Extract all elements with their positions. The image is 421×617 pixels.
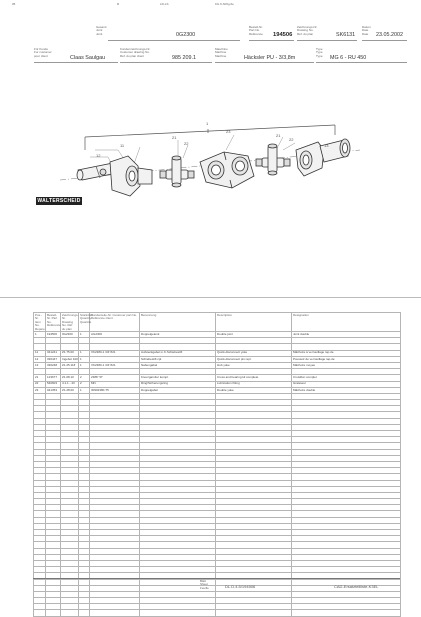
header-benennung: Benennung bbox=[140, 313, 216, 332]
cell-quantity bbox=[79, 610, 90, 616]
cell-quantity: 2 bbox=[79, 381, 90, 387]
cell-description: Quick-disconnect yoke bbox=[216, 350, 292, 356]
callout-21-right: 21 bbox=[276, 133, 281, 138]
cell-benennung: Schiebestift cpl. bbox=[140, 356, 216, 362]
table-header-row bbox=[34, 313, 401, 332]
cell-description: Cross and bearing kit complete bbox=[216, 375, 292, 381]
cell-benennung: Doppelgabel bbox=[140, 387, 216, 393]
header-customer-part-no: Kundenteile-Nr. Customer part No. Référence client bbox=[90, 313, 140, 332]
date-value: 23.05.2002 bbox=[376, 32, 403, 38]
part-no-value: 194506 bbox=[273, 32, 293, 38]
cell-designation: Mâchoire à verrouillage rap.de bbox=[292, 350, 401, 356]
cell-quantity: 1 bbox=[79, 350, 90, 356]
cell-item-no: 22 bbox=[34, 381, 46, 387]
cell-description: Double joint bbox=[216, 332, 292, 338]
cell-quantity: 2 bbox=[79, 375, 90, 381]
cell-drawing-no: Z1.75.00 bbox=[61, 350, 79, 356]
cell-benennung: Nabengabel bbox=[140, 362, 216, 368]
cell-benennung: Aufsteckgabel m.K.Schiebestift bbox=[140, 350, 216, 356]
cell-drawing-no: 4.1.1 - 43 bbox=[61, 381, 79, 387]
cell-designation: Mâchoire moyeu bbox=[292, 362, 401, 368]
cell-drawing-no: Z1.28.00 bbox=[61, 387, 79, 393]
cell-item-no: 23 bbox=[34, 387, 46, 393]
callout-21-left: 21 bbox=[172, 135, 177, 140]
machine-value: Häcksler PU - 3/3,8m bbox=[244, 55, 296, 61]
cell-description: Double yoke bbox=[216, 387, 292, 393]
footer-doc-name: CAD-Ersatzteilliste-K3EL bbox=[334, 584, 379, 589]
cell-customer-part-no: MN bbox=[90, 381, 140, 387]
callout-11: 11 bbox=[120, 143, 125, 148]
top-strip-item-2: R bbox=[117, 2, 120, 6]
cell-description bbox=[216, 610, 292, 616]
cell-designation: Graisseur bbox=[292, 381, 401, 387]
header-item-no: Pos.-Nr. Item No. Repère bbox=[35, 313, 45, 331]
header-part-no: Bestell-Nr. Part No. Référence bbox=[46, 313, 61, 332]
callout-22-left: 22 bbox=[184, 141, 189, 146]
callout-12: 12 bbox=[96, 153, 101, 158]
part-no-label: Bestell-Nr. Part No. Référence bbox=[249, 25, 263, 36]
top-strip-item-4: KG 6-NOlg.6e bbox=[215, 2, 234, 6]
cell-customer-part-no: VK2380-1 3/4"Z21 bbox=[90, 350, 140, 356]
footer-sheet-label: Blatt Sheet Feuille bbox=[200, 579, 209, 590]
cell-drawing-no: Ingebot 100 bbox=[62, 356, 78, 361]
cell-description: Hub yoke bbox=[216, 362, 292, 368]
callout-13: 13 bbox=[324, 143, 329, 148]
cell-benennung bbox=[140, 610, 216, 616]
cell-benennung: Ring/Sicherungsring bbox=[140, 381, 216, 387]
type-label: Type Type Type bbox=[316, 47, 323, 58]
customer-drawing-value: 985 209.1 bbox=[172, 55, 196, 61]
cell-item-no: 21 bbox=[34, 375, 46, 381]
cell-designation: Poussoir de verrouillage rap.de bbox=[292, 356, 401, 362]
callout-1: 1 bbox=[206, 121, 209, 126]
cell-part-no: 341241 bbox=[46, 350, 61, 356]
callout-23: 23 bbox=[226, 129, 231, 134]
type-value: MG 6 - RU 450 bbox=[330, 55, 367, 61]
cell-benennung: Doppelgelenk bbox=[140, 332, 216, 338]
cell-designation: Croisillon complet bbox=[292, 375, 401, 381]
cell-designation: Joint double bbox=[292, 332, 401, 338]
header-designation: Désignation bbox=[292, 313, 401, 332]
cell-customer-part-no: AG2300 bbox=[90, 332, 140, 338]
cell-drawing-no: Z1.08.10 bbox=[61, 375, 79, 381]
customer-drawing-label: Kundenzeichnungs-Nr. Customer drawing No. Réf. du plan client bbox=[120, 47, 151, 58]
cell-customer-part-no bbox=[90, 610, 140, 616]
walterscheid-logo: WALTERSCHEID bbox=[37, 198, 81, 204]
cell-item-no: 11 bbox=[34, 350, 46, 356]
customer-value: Claas Saulgau bbox=[70, 55, 106, 61]
joint-value: 0G2300 bbox=[176, 32, 196, 38]
drawing-no-label: Zeichnungs-Nr. Drawing No. Réf. du plan bbox=[297, 25, 318, 36]
machine-label: Maschine Machine Machine bbox=[215, 47, 228, 58]
cell-drawing-no: 0G2300 bbox=[61, 332, 79, 338]
cell-benennung: Kreuzgarnitur kompl. bbox=[140, 375, 216, 381]
cell-quantity: 1 bbox=[79, 387, 90, 393]
callout-22-right: 22 bbox=[289, 137, 294, 142]
cell-part-no: 123677 bbox=[46, 375, 61, 381]
cell-quantity: 1 bbox=[79, 356, 90, 362]
cell-drawing-no: Z1.25.11ff bbox=[61, 362, 79, 368]
header-drawing-no: Zeichnungs-Nr. Drawing No. Réf. du plan bbox=[62, 313, 79, 331]
footer-doc-code: DL.D.4.5/194506 bbox=[225, 584, 256, 589]
cell-quantity: 1 bbox=[79, 332, 90, 338]
header-description: Description bbox=[216, 313, 292, 332]
cell-item-no: 1 bbox=[34, 332, 46, 338]
cell-drawing-no bbox=[61, 610, 79, 616]
top-strip-item-1: 05 bbox=[12, 2, 16, 6]
cell-item-no bbox=[34, 610, 46, 616]
table-row bbox=[34, 610, 401, 616]
page-divider bbox=[0, 297, 421, 298]
header-quantity: Stückzahl Quantity Quantité bbox=[79, 313, 90, 332]
cell-part-no: 041353 bbox=[46, 387, 61, 393]
cell-item-no: 12 bbox=[34, 356, 46, 362]
cell-quantity: 1 bbox=[79, 362, 90, 368]
cell-description: Quick-disconnect pin repl. bbox=[216, 356, 292, 362]
drawing-no-value: SK6131 bbox=[336, 32, 356, 38]
cell-designation: Mâchoire double bbox=[292, 387, 401, 393]
cell-part-no: 336248 bbox=[46, 362, 61, 368]
top-strip-item-3: LR-LS bbox=[160, 2, 169, 6]
cell-part-no: 540603 bbox=[46, 381, 61, 387]
cell-customer-part-no: 2388 "R" bbox=[90, 375, 140, 381]
joint-label-block: Gesamt Joint Joint bbox=[96, 25, 107, 36]
cell-designation bbox=[292, 610, 401, 616]
cell-part-no bbox=[46, 610, 61, 616]
cell-part-no: 194506 bbox=[46, 332, 61, 338]
parts-list-table bbox=[33, 312, 401, 617]
cell-customer-part-no: VK2380-1 3/4"Z21 bbox=[90, 362, 140, 368]
customer-label: Für Kunde For customer pour client bbox=[34, 47, 52, 58]
date-label: Datum Date Date bbox=[362, 25, 371, 36]
cell-customer-part-no: 30902380-T5 bbox=[90, 387, 140, 393]
cell-item-no: 13 bbox=[34, 362, 46, 368]
cell-description: Lubrication fitting bbox=[216, 381, 292, 387]
cell-part-no: 336447 bbox=[46, 356, 61, 362]
